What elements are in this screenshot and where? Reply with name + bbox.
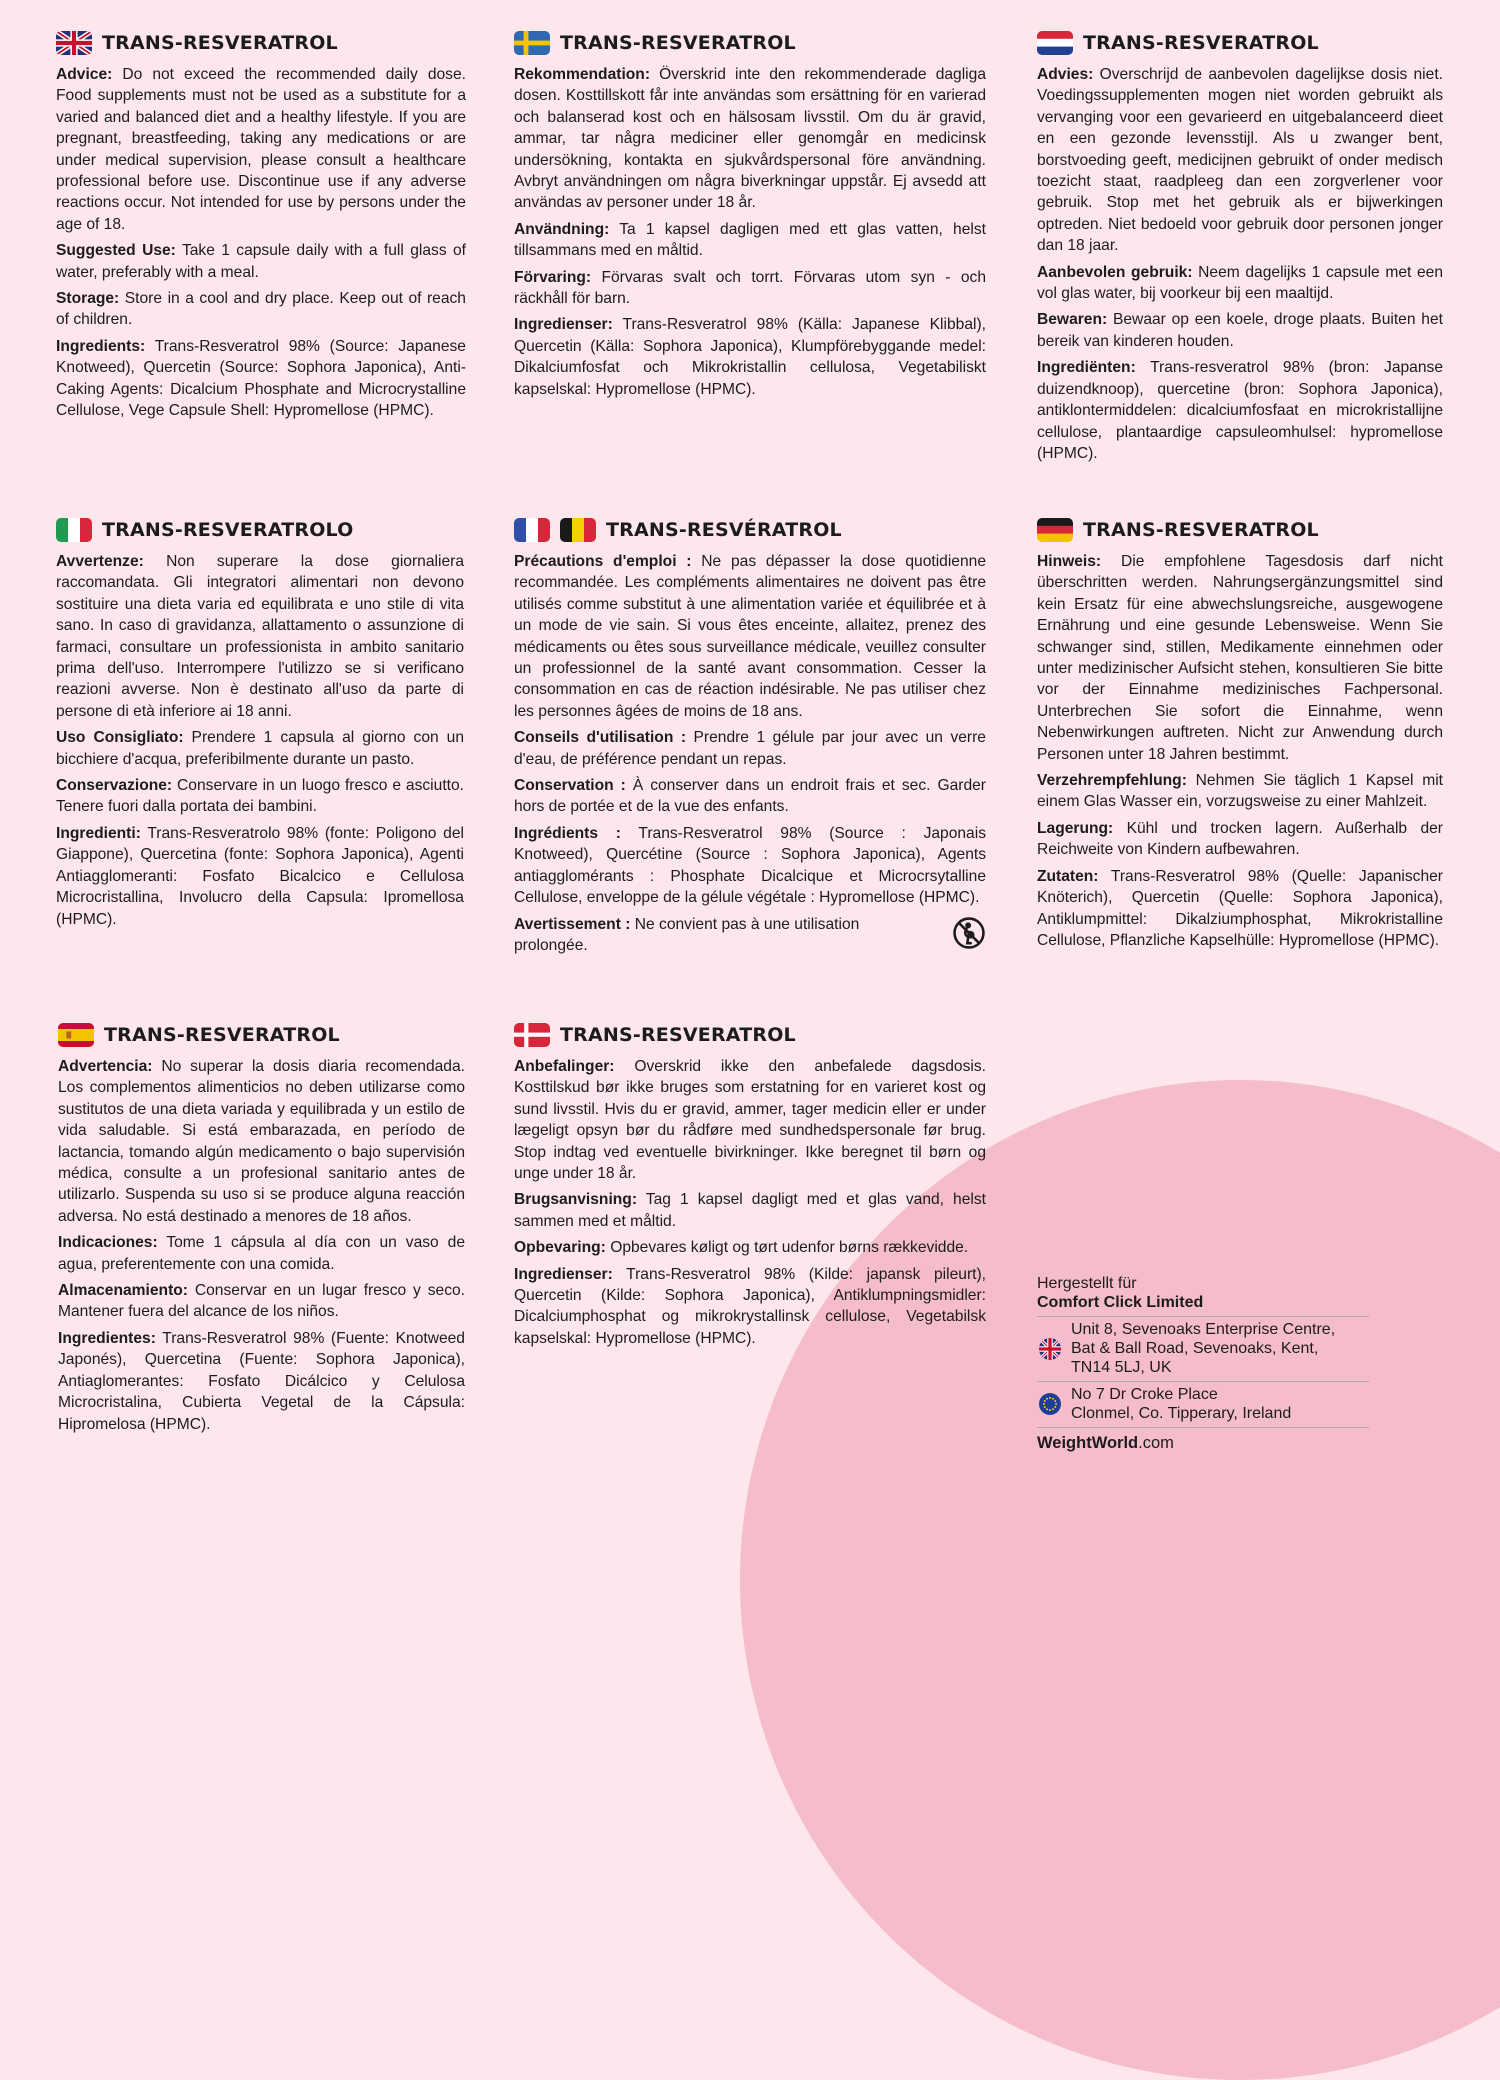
use-text: Prendere 1 capsula al giorno con un bicchiere d'acqua, preferibilmente durante un pasto. (56, 729, 464, 768)
advice-text: Overschrijd de aanbevolen dagelijkse dosis niet. Voedingssupplementen mogen niet worden gebruikt als vervanging voor een gevarieerd en uitgebalanceerd dieet en een gezonde levensstijl. Als u zwanger bent, borstvoeding geeft, medicijnen gebruikt of onder medisch toezicht staat, raadpleeg dan een zorgverlener voor gebruik. Stop met het gebruik als er bijwerkingen optreden. Niet bedoeld voor gebruik door personen jonger dan 18 jaar. (1037, 66, 1443, 255)
warning-text: Ne convient pas à une utilisation prolongée. (514, 915, 860, 954)
section-title: TRANS-RESVERATROL (560, 1024, 796, 1046)
section-title: TRANS-RESVERATROL (104, 1024, 340, 1046)
storage-label: Opbevaring: (514, 1239, 606, 1257)
company-name: Comfort Click Limited (1037, 1293, 1369, 1317)
use-text: Tag 1 kapsel dagligt med et glas vand, helst sammen med et måltid. (514, 1191, 986, 1230)
storage-label: Bewaren: (1037, 311, 1108, 329)
advice-label: Anbefalinger: (514, 1058, 615, 1075)
storage-text: À conserver dans un endroit frais et sec. Garder hors de portée et de la vue des enfants. (514, 777, 986, 816)
section-title: TRANS-RESVERATROL (1083, 32, 1319, 54)
use-label: Suggested Use: (56, 242, 176, 260)
advice-label: Précautions d'emploi : (514, 553, 692, 570)
ingredients-label: Ingredienser: (514, 1265, 613, 1283)
use-text: Tome 1 cápsula al día con un vaso de agua, preferentemente con una comida. (58, 1234, 465, 1273)
ingredients-text: Trans-Resveratrol 98% (Fuente: Knotweed Japonés), Quercetina (Fuente: Sophora Japonica), Antiaglomerantes: Fosfato Dicálcico y Celulosa Microcristalina, Cubierta Vegetal de la Cápsula: Hipromelosa (HPMC). (58, 1329, 465, 1433)
storage-text: Conservare in un luogo fresco e asciutto. Tenere fuori dalla portata dei bambini. (56, 777, 464, 816)
ingredients-text: Trans-Resveratrol 98% (Källa: Japanese Klibbal), Quercetin (Källa: Sophora Japonica), Klumpförebyggande medel: Dikalciumfosfat och Mikrokristallin cellulosa, Vegetabiliskt kapselskal: Hypromellose (HPMC). (514, 316, 986, 398)
ingredients-label: Ingredientes: (58, 1329, 156, 1347)
website-link[interactable] (1037, 1434, 1369, 1453)
ingredients-label: Ingredienser: (514, 316, 613, 334)
uk-address-line: TN14 5LJ, UK (1071, 1359, 1172, 1376)
ie-address-row (1037, 1382, 1369, 1428)
made-for-label: Hergestellt für (1037, 1275, 1137, 1292)
france-flag-icon (514, 518, 550, 542)
advice-text: Overskrid ikke den anbefalede dagsdosis. Kosttilskud bør ikke bruges som erstatning for en varieret kost og sund livsstil. Hvis du er gravid, ammer, tager medicin eller er under lægeligt opsyn bør du rådføre med sundhedspersonale før brug. Stop indtag ved eventuelle bivirkninger. Ikke beregnet til børn og unge under 18 år. (514, 1058, 986, 1183)
denmark-flag-icon (514, 1023, 550, 1047)
advice-label: Advertencia: (58, 1058, 153, 1075)
use-label: Indicaciones: (58, 1234, 158, 1252)
warning-label: Avertissement : (514, 915, 631, 933)
use-text: Ta 1 kapsel dagligen med ett glas vatten, helst tillsammans med en måltid. (514, 220, 986, 260)
belgium-flag-icon (560, 518, 596, 542)
storage-label: Storage: (56, 290, 120, 308)
ingredients-label: Zutaten: (1037, 867, 1099, 885)
ingredients-text: Trans-Resveratrol 98% (Source : Japonais Knotweed), Quercétine (Source : Sophora Japonica), Agents antiagglomérants : Phosphate Dicalcique et Microcrsytalline Cellulose, enveloppe de la gélule végétale : Hypromellose (HPMC). (514, 824, 986, 907)
ie-address-line: Clonmel, Co. Tipperary, Ireland (1071, 1405, 1292, 1422)
section-german (1037, 515, 1443, 956)
section-title: TRANS-RESVERATROL (102, 32, 338, 54)
advice-label: Advies: (1037, 66, 1094, 83)
use-label: Conseils d'utilisation : (514, 729, 687, 747)
section-dutch (1037, 28, 1443, 469)
no-pregnancy-icon (952, 916, 986, 950)
ingredients-label: Ingrediënten: (1037, 359, 1136, 377)
use-label: Verzehrempfehlung: (1037, 772, 1187, 790)
storage-label: Förvaring: (514, 268, 592, 286)
section-danish (514, 1020, 986, 1354)
advice-text: Non superare la dose giornaliera raccomandata. Gli integratori alimentari non devono sostituire una dieta varia ed equilibrata e uno stile di vita sano. In caso di gravidanza, allattamento o assunzione di farmaci, consultare un professionista in ambito sanitario prima dell'uso. Interrompere l'utilizzo se si verificano reazioni avverse. Non è destinato all'uso da parte di persone di età inferiore ai 18 anni. (56, 553, 464, 720)
eu-flag-icon (1039, 1393, 1061, 1415)
advice-label: Rekommendation: (514, 66, 651, 83)
website-brand: WeightWorld (1037, 1434, 1139, 1452)
advice-label: Advice: (56, 66, 113, 83)
advice-text: Do not exceed the recommended daily dose. Food supplements must not be used as a substitute for a varied and balanced diet and a healthy lifestyle. If you are pregnant, breastfeeding, taking any medications or are under medical supervision, please consult a healthcare professional before use. Discontinue use if any adverse reactions occur. Not intended for use by persons under the age of 18. (56, 66, 466, 233)
use-text: Nehmen Sie täglich 1 Kapsel mit einem Glas Wasser ein, vorzugsweise zu einer Mahlzeit. (1037, 772, 1443, 811)
storage-text: Store in a cool and dry place. Keep out of reach of children. (56, 290, 466, 329)
storage-text: Conservar en un lugar fresco y seco. Mantener fuera del alcance de los niños. (58, 1282, 465, 1321)
advice-label: Avvertenze: (56, 553, 144, 570)
uk-address-row (1037, 1317, 1369, 1382)
advice-label: Hinweis: (1037, 553, 1102, 570)
storage-text: Kühl und trocken lagern. Außerhalb der Reichweite von Kindern aufbewahren. (1037, 819, 1443, 859)
ingredients-text: Trans-resveratrol 98% (bron: Japanse duizendknoop), quercetine (bron: Sophora Japonica), antiklontermiddelen: dicalciumfosfaat en microkristallijne cellulose, plantaardige capsuleomhulsel: hypromellose (HPMC). (1037, 359, 1443, 462)
section-english (56, 28, 466, 427)
use-label: Brugsanvisning: (514, 1191, 638, 1209)
section-swedish (514, 28, 986, 405)
germany-flag-icon (1037, 518, 1073, 542)
storage-text: Bewaar op een koele, droge plaats. Buiten het bereik van kinderen houden. (1037, 311, 1443, 350)
section-spanish (58, 1020, 465, 1440)
uk-address-line: Unit 8, Sevenoaks Enterprise Centre, (1071, 1321, 1336, 1338)
advice-text: No superar la dosis diaria recomendada. Los complementos alimenticios no deben utilizarse como sustitutos de una dieta variada y equilibrada y un estilo de vida saludable. Si está embarazada, en período de lactancia, tomando algún medicamento o bajo supervisión médica, consulte a un profesional sanitario antes de utilizarlo. Suspenda su uso si se produce alguna reacción adversa. No está destinado a menores de 18 años. (58, 1058, 465, 1225)
section-title: TRANS-RESVÉRATROL (606, 519, 842, 541)
ie-address-line: No 7 Dr Croke Place (1071, 1386, 1218, 1403)
storage-label: Conservation : (514, 777, 626, 795)
advice-text: Ne pas dépasser la dose quotidienne recommandée. Les compléments alimentaires ne doivent pas être utilisés comme substitut à une alimentation variée et équilibrée et à un mode de vie sain. Si vous êtes enceinte, allaitez, prenez des médicaments ou êtes sous surveillance médicale, veuillez consulter un professionnel de la santé avant consommation. Cesser la consommation en cas de réaction indésirable. Ne pas utiliser chez les personnes âgées de moins de 18 ans. (514, 553, 986, 720)
use-text: Neem dagelijks 1 capsule met een vol glas water, bij voorkeur bij een maaltijd. (1037, 263, 1443, 303)
use-label: Användning: (514, 220, 610, 238)
ingredients-text: Trans-Resveratrol 98% (Kilde: japansk pileurt), Quercetin (Kilde: Sophora Japonica), Antiklumpningsmidler: Dicalciumphosphat og mikrokrystallinsk cellulose, Vegetabilsk kapselskal: Hypromellose (HPMC). (514, 1265, 986, 1347)
storage-text: Förvaras svalt och torrt. Förvaras utom syn - och räckhåll för barn. (514, 268, 986, 308)
ingredients-text: Trans-Resveratrolo 98% (fonte: Poligono del Giappone), Quercetina (fonte: Sophora Japonica), Agenti Antiagglomeranti: Fosfato Bicalcico e Cellulosa Microcristallina, Involucro della Capsula: Ipromellosa (HPMC). (56, 824, 464, 928)
storage-text: Opbevares køligt og tørt udenfor børns rækkevidde. (610, 1239, 969, 1257)
ingredients-label: Ingredients: (56, 337, 146, 355)
use-text: Take 1 capsule daily with a full glass of water, preferably with a meal. (56, 242, 466, 281)
section-title: TRANS-RESVERATROLO (102, 519, 354, 541)
storage-label: Almacenamiento: (58, 1282, 188, 1300)
uk-flag-icon (1039, 1338, 1061, 1360)
spain-flag-icon (58, 1023, 94, 1047)
use-text: Prendre 1 gélule par jour avec un verre d'eau, de préférence pendant un repas. (514, 729, 986, 768)
section-title: TRANS-RESVERATROL (560, 32, 796, 54)
use-label: Aanbevolen gebruik: (1037, 263, 1193, 281)
uk-flag-icon (56, 31, 92, 55)
ingredients-label: Ingredienti: (56, 824, 141, 842)
italy-flag-icon (56, 518, 92, 542)
advice-text: Die empfohlene Tagesdosis darf nicht überschritten werden. Nahrungsergänzungsmittel sind kein Ersatz für eine abwechslungsreiche, ausgewogene Ernährung und eine gesunde Lebensweise. Wenn Sie schwanger sind, stillen, Medikamente einnehmen oder unter medizinischer Aufsicht stehen, konsultieren Sie bitte vor der Einnahme medizinisches Fachpersonal. Unterbrechen Sie sofort die Einnahme, wenn Nebenwirkungen auftreten. Nicht zur Anwendung durch Personen unter 18 Jahren bestimmt. (1037, 553, 1443, 763)
ingredients-text: Trans-Resveratrol 98% (Quelle: Japanischer Knöterich), Quercetin (Quelle: Sophora Japonica), Antiklumpmittel: Dikalziumphosphat, Mikrokristalline Cellulose, Pflanzliche Kapselhülle: Hypromellose (HPMC). (1037, 867, 1443, 949)
manufacturer-info (1037, 1274, 1369, 1453)
uk-address-line: Bat & Ball Road, Sevenoaks, Kent, (1071, 1340, 1319, 1357)
section-title: TRANS-RESVERATROL (1083, 519, 1319, 541)
sweden-flag-icon (514, 31, 550, 55)
website-tld: .com (1138, 1434, 1174, 1452)
ingredients-label: Ingrédients : (514, 824, 621, 842)
storage-label: Conservazione: (56, 777, 173, 795)
ingredients-text: Trans-Resveratrol 98% (Source: Japanese Knotweed), Quercetin (Source: Sophora Japonica), Anti-Caking Agents: Dicalcium Phosphate and Microcrystalline Cellulose, Vege Capsule Shell: Hypromellose (HPMC). (56, 337, 466, 420)
storage-label: Lagerung: (1037, 819, 1114, 837)
warning-row (514, 914, 986, 962)
section-french (514, 515, 986, 961)
netherlands-flag-icon (1037, 31, 1073, 55)
section-italian (56, 515, 464, 935)
use-label: Uso Consigliato: (56, 729, 184, 747)
advice-text: Överskrid inte den rekommenderade dagliga dosen. Kosttillskott får inte användas som ersättning för en varierad och balanserad kost och en hälsosam livsstil. Om du är gravid, ammar, tar några mediciner eller genomgår en medicinsk undersökning, kontakta en sjukvårdspersonal före användning. Avbryt användningen om några biverkningar uppstår. Ej avsedd att användas av personer under 18 år. (514, 66, 986, 212)
